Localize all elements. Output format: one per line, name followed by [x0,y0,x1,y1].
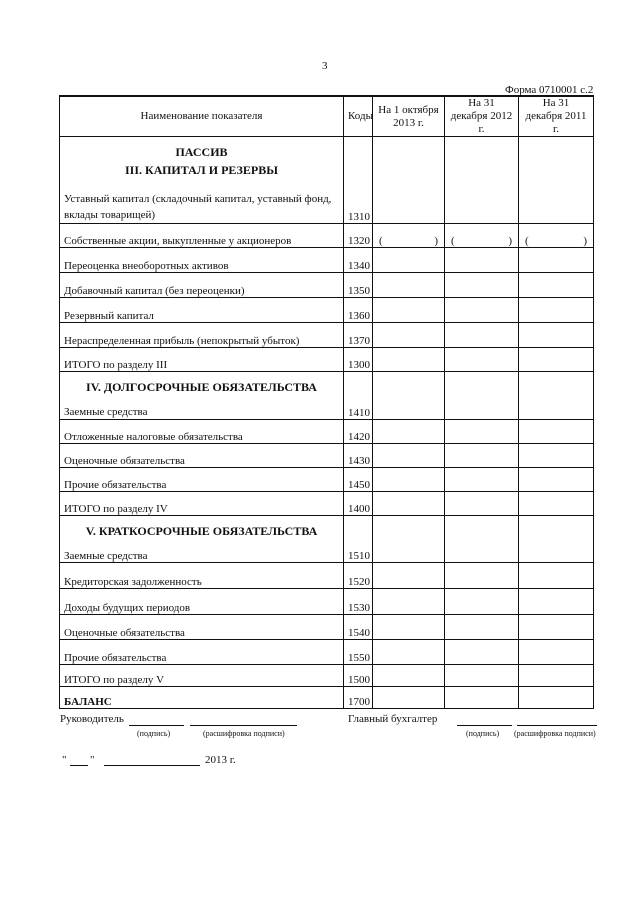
row-code: 1540 [344,615,373,640]
table-row [60,372,594,420]
page-number: 3 [322,60,328,72]
table-row [60,563,594,589]
table-row [60,665,594,687]
head-decode-hint: (расшифровка подписи) [203,729,285,738]
date-quote-open: " [62,754,67,766]
table-row [60,224,594,248]
row-code: 1510 [344,516,373,563]
paren-open: ( [451,235,455,247]
table-row [60,444,594,468]
table-row [60,298,594,323]
table-row [60,687,594,709]
section5-cell [60,516,344,563]
row-name: Прочие обязательства [60,640,344,665]
row-code: 1500 [344,665,373,687]
accountant-decode-line[interactable] [517,725,597,726]
head-decode-line[interactable] [190,725,297,726]
table-row [60,615,594,640]
balance-name: БАЛАНС [60,687,344,709]
section3-title1: ПАССИВ [175,145,228,159]
table-row [60,468,594,492]
head-signature-line[interactable] [129,725,184,726]
balance-table [59,95,594,709]
row-name: Отложенные налоговые обязательства [60,420,344,444]
header-name: Наименование показателя [60,96,344,137]
table-row [60,248,594,273]
row-name: ИТОГО по разделу III [60,348,344,372]
row-code: 1420 [344,420,373,444]
date-day-line[interactable] [70,765,88,766]
section3-cell [60,137,344,224]
table-row [60,323,594,348]
table-row [60,516,594,563]
head-label: Руководитель [60,713,124,725]
row-code: 1360 [344,298,373,323]
paren-close: ) [434,235,438,247]
row-code: 1530 [344,589,373,615]
paren-close: ) [508,235,512,247]
section5-title: V. КРАТКОСРОЧНЫЕ ОБЯЗАТЕЛЬСТВА [85,524,318,538]
accountant-decode-hint: (расшифровка подписи) [514,729,596,738]
row-name: Уставный капитал (складочный капитал, уставный фонд, вклады товарищей) [64,193,332,221]
row-code: 1430 [344,444,373,468]
paren-open: ( [379,235,383,247]
row-code: 1400 [344,492,373,516]
row-name: Заемные средства [64,406,148,418]
row-name: Резервный капитал [60,298,344,323]
row-name: Кредиторская задолженность [60,563,344,589]
section4-cell [60,372,344,420]
section3-title2: III. КАПИТАЛ И РЕЗЕРВЫ [124,163,279,177]
row-code: 1370 [344,323,373,348]
section4-title: IV. ДОЛГОСРОЧНЫЕ ОБЯЗАТЕЛЬСТВА [86,380,317,394]
paren-open: ( [525,235,529,247]
header-code: Коды [344,96,373,137]
table-row [60,137,594,224]
date-month-line[interactable] [104,765,200,766]
header-row [60,96,594,137]
chief-accountant-label: Главный бухгалтер [348,713,438,725]
row-name: Оценочные обязательства [60,615,344,640]
row-name: Доходы будущих периодов [60,589,344,615]
accountant-signature-line[interactable] [457,725,512,726]
row-name: Оценочные обязательства [60,444,344,468]
row-code: 1310 [344,137,373,224]
row-name: ИТОГО по разделу V [60,665,344,687]
row-code: 1340 [344,248,373,273]
table-row [60,273,594,298]
form-label: Форма 0710001 с.2 [505,84,594,96]
row-name: Переоценка внеоборотных активов [60,248,344,273]
table-row [60,589,594,615]
table-row [60,348,594,372]
row-code: 1320 [344,224,373,248]
row-name: ИТОГО по разделу IV [60,492,344,516]
row-name: Заемные средства [64,550,148,562]
date-quote-close: " [90,754,95,766]
row-name: Добавочный капитал (без переоценки) [60,273,344,298]
row-code: 1300 [344,348,373,372]
row-name: Собственные акции, выкупленные у акционеров [60,224,344,248]
row-code: 1410 [344,372,373,420]
header-col3: На 31 декабря 2011 г. [519,96,594,137]
balance-code: 1700 [344,687,373,709]
row-name: Прочие обязательства [60,468,344,492]
header-col1: На 1 октября 2013 г. [373,96,445,137]
head-signature-hint: (подпись) [137,729,171,738]
table-row [60,640,594,665]
row-code: 1350 [344,273,373,298]
table-row [60,420,594,444]
header-col2: На 31 декабря 2012 г. [445,96,519,137]
row-code: 1450 [344,468,373,492]
accountant-signature-hint: (подпись) [466,729,500,738]
table-row [60,492,594,516]
row-code: 1520 [344,563,373,589]
date-year: 2013 г. [205,754,236,766]
row-name: Нераспределенная прибыль (непокрытый убыток) [60,323,344,348]
paren-close: ) [583,235,587,247]
row-code: 1550 [344,640,373,665]
